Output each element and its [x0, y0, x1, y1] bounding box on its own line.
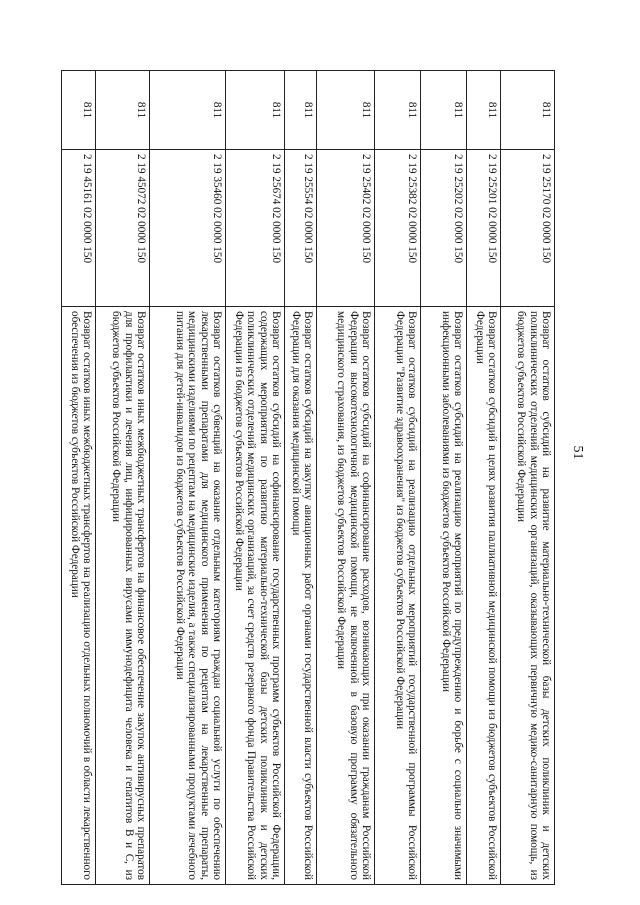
income-code-cell: 2 19 35460 02 0000 150 [150, 150, 226, 307]
income-name-cell: Возврат остатков субсидий на реализацию отдельных мероприятий государственной программы Российской Федерации "Развитие здравоохранения" из бюджетов субъектов Российской Федерации [375, 307, 421, 885]
admin-code-cell: 811 [96, 71, 150, 150]
income-name-cell: Возврат остатков субсидий на софинансирование расходов, возникающих при оказании гражданам Российской Федерации высокотехнологичной медицинской помощи, не включенной в базовую программу обязательного медицинского страхования, из бюджетов субъектов Российской Федерации [317, 307, 375, 885]
income-name-cell: Возврат остатков субсидий на софинансирование государственных программ субъектов Российской Федерации, содержащих мероприятия по развитию материально-технической базы детских поликлиник и детских поликлинических отделений медицинских организаций, за счет средств резервного фонда Правительства Российской Федерации из бюджетов субъектов Российской Федерации [226, 307, 285, 885]
admin-code-cell: 811 [150, 71, 226, 150]
income-code-cell: 2 19 45161 02 0000 150 [62, 150, 96, 307]
page-number: 51 [570, 445, 585, 460]
income-name-cell: Возврат остатков иных межбюджетных трансфертов на финансовое обеспечение закупок антивирусных препаратов для профилактики и лечения лиц, инфицированных вирусами иммунодефицита человека и гепатитов B и C, из бюджетов субъектов Российской Федерации [96, 307, 150, 885]
admin-code-cell: 811 [375, 71, 421, 150]
income-name-cell: Возврат остатков субсидий на реализацию мероприятий по предупреждению и борьбе с социально значимыми инфекционными заболеваниями из бюджетов субъектов Российской Федерации [421, 307, 467, 885]
table-row [96, 71, 150, 885]
income-name-cell: Возврат остатков субсидий на развитие материально-технической базы детских поликлиник и детских поликлинических отделений медицинских организаций, оказывающих первичную медико-санитарную помощь, из бюджетов субъектов Российской Федерации [501, 307, 555, 885]
income-name-cell: Возврат остатков субсидий на закупку авиационных работ органами государственной власти субъектов Российской Федерации для оказания медицинской помощи [285, 307, 317, 885]
admin-code-cell: 811 [501, 71, 555, 150]
table-row [150, 71, 226, 885]
income-code-cell: 2 19 25554 02 0000 150 [285, 150, 317, 307]
table-row [317, 71, 375, 885]
admin-code-cell: 811 [226, 71, 285, 150]
table-row [501, 71, 555, 885]
income-code-cell: 2 19 25202 02 0000 150 [421, 150, 467, 307]
table-row [285, 71, 317, 885]
budget-classification-table [61, 70, 555, 885]
income-code-cell: 2 19 25382 02 0000 150 [375, 150, 421, 307]
table-row [467, 71, 501, 885]
admin-code-cell: 811 [317, 71, 375, 150]
income-name-cell: Возврат остатков иных межбюджетных трансфертов на реализацию отдельных полномочий в области лекарственного обеспечения из бюджетов субъектов Российской Федерации [62, 307, 96, 885]
table-row [62, 71, 96, 885]
admin-code-cell: 811 [62, 71, 96, 150]
admin-code-cell: 811 [285, 71, 317, 150]
table-row [375, 71, 421, 885]
table-row [226, 71, 285, 885]
income-code-cell: 2 19 25170 02 0000 150 [501, 150, 555, 307]
income-name-cell: Возврат остатков субвенций на оказание отдельным категориям граждан социальной услуги по обеспечению лекарственными препаратами для медицинского применения по рецептам на лекарственные препараты, медицинскими изделиями по рецептам на медицинские изделия, а также специализированными продуктами лечебного питания для детей-инвалидов из бюджетов субъектов Российской Федерации [150, 307, 226, 885]
admin-code-cell: 811 [421, 71, 467, 150]
income-code-cell: 2 19 25201 02 0000 150 [467, 150, 501, 307]
table-row [421, 71, 467, 885]
income-code-cell: 2 19 45072 02 0000 150 [96, 150, 150, 307]
income-code-cell: 2 19 25402 02 0000 150 [317, 150, 375, 307]
income-name-cell: Возврат остатков субсидий в целях развития паллиативной медицинской помощи из бюджетов субъектов Российской Федерации [467, 307, 501, 885]
income-code-cell: 2 19 25674 02 0000 150 [226, 150, 285, 307]
admin-code-cell: 811 [467, 71, 501, 150]
